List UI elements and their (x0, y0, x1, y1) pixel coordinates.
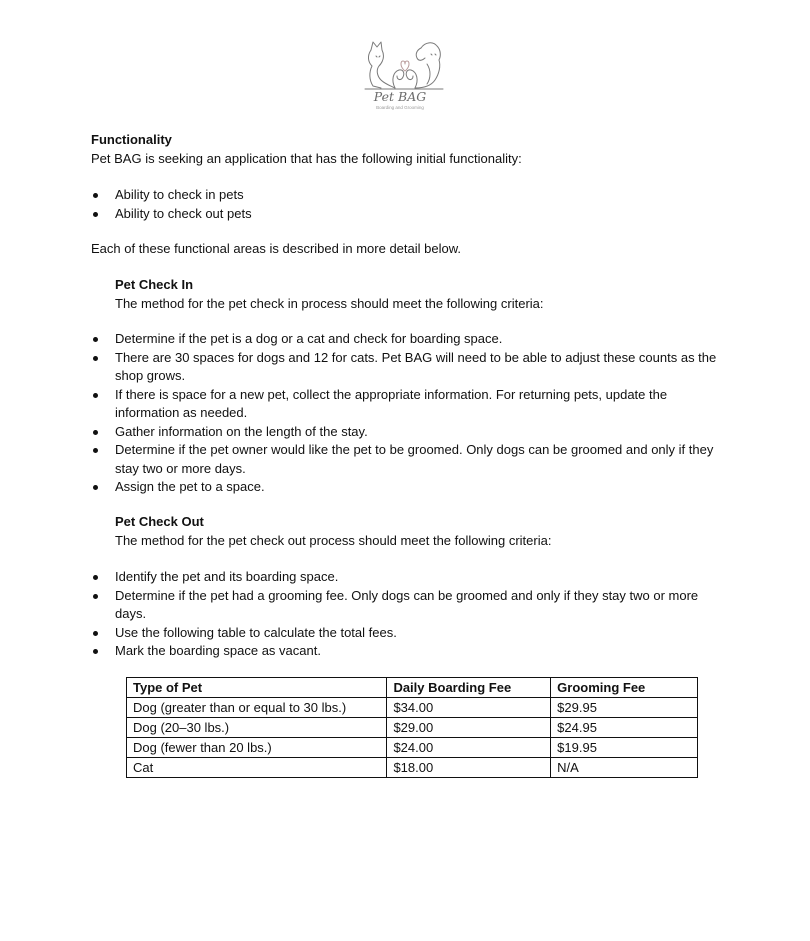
check-out-list-wrap (91, 568, 726, 661)
check-in-list (91, 330, 726, 497)
table-header-row (127, 678, 698, 698)
check-out-intro: The method for the pet check out process should meet the following criteria: (115, 532, 552, 548)
logo-name: Pet BAG (373, 89, 427, 104)
column-header: Type of Pet (127, 678, 387, 698)
bullet-icon (93, 193, 98, 198)
pet-bag-logo (361, 36, 449, 116)
table-cell: $18.00 (387, 758, 551, 778)
cat-and-dog-icon (361, 36, 445, 92)
table-cell: Dog (greater than or equal to 30 lbs.) (127, 698, 387, 718)
table-cell: $29.95 (551, 698, 698, 718)
functionality-summary: Each of these functional areas is described in more detail below. (91, 241, 461, 256)
bullet-icon (93, 448, 98, 453)
bullet-icon (93, 356, 98, 361)
functionality-summary-wrap (91, 240, 731, 259)
bullet-icon (93, 430, 98, 435)
bullet-icon (93, 393, 98, 398)
functionality-list (91, 186, 731, 223)
bullet-icon (93, 631, 98, 636)
check-in-section (115, 276, 735, 313)
list-item: Ability to check in pets (91, 186, 731, 205)
check-in-list-wrap (91, 330, 726, 497)
fee-table (126, 677, 698, 778)
functionality-heading: Functionality (91, 132, 172, 147)
list-item: Use the following table to calculate the total fees. (91, 624, 726, 643)
table-row (127, 718, 698, 738)
list-item: Ability to check out pets (91, 205, 731, 224)
table-row (127, 758, 698, 778)
table-row (127, 738, 698, 758)
table-cell: $19.95 (551, 738, 698, 758)
table-cell: Cat (127, 758, 387, 778)
check-out-list (91, 568, 726, 661)
list-item: Assign the pet to a space. (91, 478, 726, 497)
list-item: Mark the boarding space as vacant. (91, 642, 726, 661)
bullet-icon (93, 337, 98, 342)
table-row (127, 698, 698, 718)
functionality-list-wrap (91, 186, 731, 223)
list-item: Determine if the pet is a dog or a cat and check for boarding space. (91, 330, 726, 349)
list-item: Determine if the pet had a grooming fee. Only dogs can be groomed and only if they stay two or more days. (91, 587, 726, 624)
bullet-icon (93, 485, 98, 490)
list-item: Gather information on the length of the stay. (91, 423, 726, 442)
bullet-icon (93, 575, 98, 580)
functionality-intro: Pet BAG is seeking an application that has the following initial functionality: (91, 150, 522, 166)
logo-tagline: Boarding and Grooming (376, 105, 424, 110)
table-cell: Dog (20–30 lbs.) (127, 718, 387, 738)
check-in-heading: Pet Check In (115, 277, 194, 292)
column-header: Grooming Fee (551, 678, 698, 698)
table-cell: N/A (551, 758, 698, 778)
bullet-icon (93, 649, 98, 654)
bullet-icon (93, 212, 98, 217)
check-out-section (115, 513, 735, 550)
list-item: There are 30 spaces for dogs and 12 for cats. Pet BAG will need to be able to adjust these counts as the shop grows. (91, 349, 726, 386)
table-cell: $34.00 (387, 698, 551, 718)
list-item: Determine if the pet owner would like the pet to be groomed. Only dogs can be groomed and only if they stay two or more days. (91, 441, 726, 478)
bullet-icon (93, 594, 98, 599)
column-header: Daily Boarding Fee (387, 678, 551, 698)
list-item: Identify the pet and its boarding space. (91, 568, 726, 587)
table-cell: $24.95 (551, 718, 698, 738)
table-cell: Dog (fewer than 20 lbs.) (127, 738, 387, 758)
table-cell: $24.00 (387, 738, 551, 758)
list-item: If there is space for a new pet, collect the appropriate information. For returning pets, update the information as needed. (91, 386, 726, 423)
check-out-heading: Pet Check Out (115, 514, 204, 529)
functionality-section (91, 131, 731, 168)
check-in-intro: The method for the pet check in process should meet the following criteria: (115, 295, 544, 311)
table-cell: $29.00 (387, 718, 551, 738)
